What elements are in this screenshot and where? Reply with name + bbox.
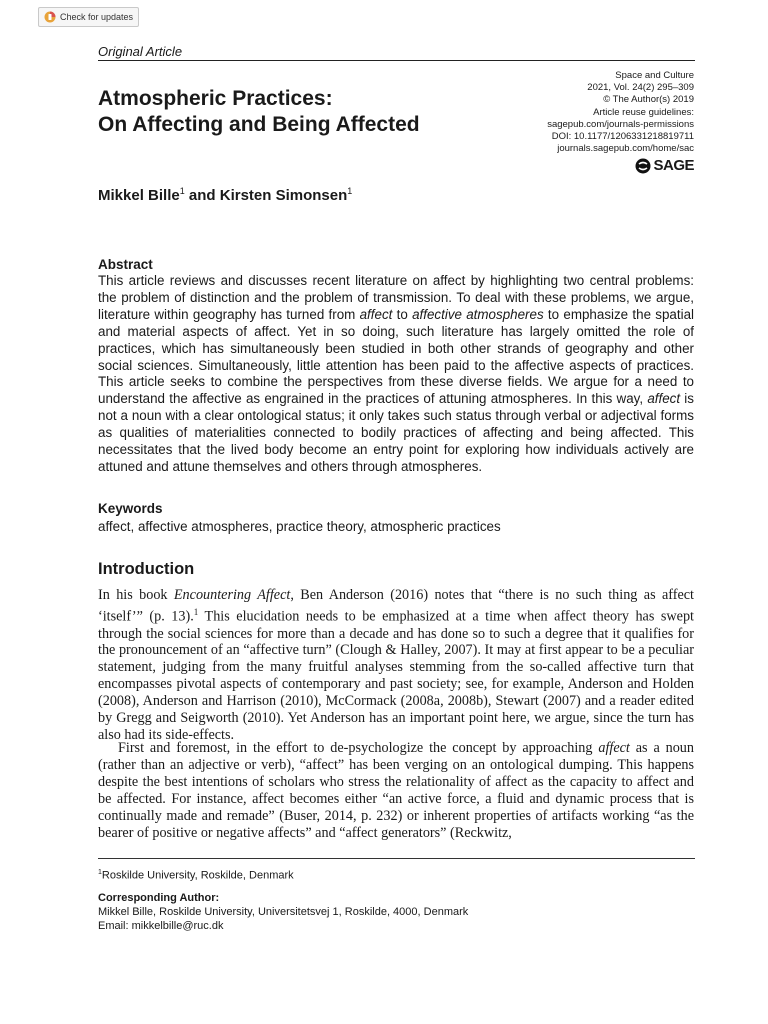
corresponding-author-email[interactable]: Email: mikkelbille@ruc.dk — [98, 920, 224, 932]
abstract-text — [98, 273, 694, 476]
journal-home-link[interactable]: journals.sagepub.com/home/sac — [557, 143, 694, 155]
header-rule — [98, 60, 695, 61]
abstract-heading: Abstract — [98, 257, 153, 272]
abstract-italic: affect — [647, 391, 681, 407]
corresponding-author-heading: Corresponding Author: — [98, 892, 220, 904]
sage-logo — [635, 157, 694, 174]
journal-info — [547, 70, 694, 155]
keywords-text: affect, affective atmospheres, practice theory, atmospheric practices — [98, 519, 501, 534]
paragraph-segment: In his book — [98, 587, 174, 603]
paragraph-segment: First and foremost, in the effort to de-psychologize the concept by approaching — [118, 740, 599, 756]
affiliation-footnote — [98, 869, 294, 882]
corresponding-author-address: Mikkel Bille, Roskilde University, Universitetsvej 1, Roskilde, 4000, Denmark — [98, 906, 469, 918]
abstract-segment: to — [392, 306, 413, 322]
journal-name: Space and Culture — [615, 70, 694, 81]
journal-volume: 2021, Vol. 24(2) 295–309 — [587, 82, 694, 94]
title-line-1: Atmospheric Practices: — [98, 87, 333, 110]
introduction-heading: Introduction — [98, 560, 195, 578]
abstract-segment: This article reviews and discusses recent literature on affect by highlighting two central problems: the problem of distinction and the problem of transmission. To deal with these problems, we argue, literature within geography has turned from — [98, 273, 694, 322]
author-list — [98, 186, 352, 204]
abstract-italic: affect — [359, 306, 393, 322]
paragraph-segment: as a noun (rather than an adjective or verb), “affect” has been verging on an ontological dumping. This happens despite the best intentions of scholars who stress the relationality of affect as the capacity to affect and be affected. For instance, affect becomes either “an active force, a fluid and dynamic process that is continually made and remade” (Buser, 2014, p. 232) or inherent properties of artifacts working “as the bearer of positive or negative affects” and “affect generators” (Reckwitz, — [98, 740, 694, 841]
author-2-affiliation: 1 — [347, 186, 353, 196]
check-for-updates-badge[interactable] — [38, 7, 139, 27]
article-title — [98, 86, 420, 138]
title-line-2: On Affecting and Being Affected — [98, 113, 420, 136]
author-2: Kirsten Simonsen — [219, 187, 348, 204]
paragraph-italic: affect — [598, 740, 630, 756]
endnote-marker[interactable]: 1 — [193, 606, 199, 617]
footnote-rule — [98, 858, 695, 859]
sage-logo-icon — [635, 158, 651, 174]
check-updates-label: Check for updates — [60, 12, 134, 22]
paragraph-segment: This elucidation needs to be emphasized at a time when affect theory has swept through the social sciences for more than a decade and has done so to such a degree that it qualifies for the pronouncement of an “affective turn” (Clough & Halley, 2007). It may at first appear to be a peculiar statement, judging from the many fruitful analyses stemming from the so-called affective turn that encompasses pivotal aspects of contemporary and past society; see, for example, Anderson and Holden (2008), Anderson and Harrison (2010), McCormack (2008a, 2008b), Stewart (2007) and a reader edited by Gregg and Seigworth (2010). Yet Anderson has an important point here, we argue, since the turn has also had its side-effects. — [98, 608, 694, 743]
intro-paragraph-1 — [98, 587, 694, 744]
sage-wordmark: SAGE — [653, 157, 694, 174]
intro-paragraph-2 — [98, 740, 694, 841]
footnote-marker: 1 — [98, 869, 102, 876]
paragraph-segment: , Ben Anderson (2016) notes that “there is no such thing as affect ‘itself’” (p. 13). — [98, 587, 694, 625]
abstract-italic: affective atmospheres — [412, 306, 544, 322]
affiliation-text: Roskilde University, Roskilde, Denmark — [101, 869, 294, 882]
reuse-label: Article reuse guidelines: — [593, 106, 694, 118]
book-title: Encountering Affect — [173, 587, 291, 603]
journal-copyright: © The Author(s) 2019 — [603, 94, 694, 106]
check-updates-icon — [44, 11, 56, 23]
keywords-heading: Keywords — [98, 501, 163, 516]
author-joiner: and — [184, 187, 220, 204]
reuse-link[interactable]: sagepub.com/journals-permissions — [547, 118, 694, 130]
article-type: Original Article — [98, 44, 183, 59]
author-1-affiliation: 1 — [179, 186, 185, 196]
doi[interactable]: DOI: 10.1177/1206331218819711 — [551, 131, 694, 143]
author-1: Mikkel Bille — [98, 187, 180, 204]
abstract-segment: to emphasize the spatial and material aspects of affect. Yet in so doing, such literature has largely omitted the role of practices, which has simultaneously been studied in both other strands of geography and other social sciences. Simultaneously, little attention has been paid to the affective aspects of practices. This article seeks to combine the perspectives from these diverse fields. We argue for a need to understand the affective as engrained in the practices of attuning atmospheres. In this way, — [98, 306, 695, 407]
abstract-segment: is not a noun with a clear ontological status; it only takes such status through verbal or adjectival forms as qualities of materialities connected to bodily practices of affecting and being affected. This necessitates that the lived body become an entry point for exploring how individuals actively are attuned and attune themselves and others through atmospheres. — [98, 391, 694, 474]
